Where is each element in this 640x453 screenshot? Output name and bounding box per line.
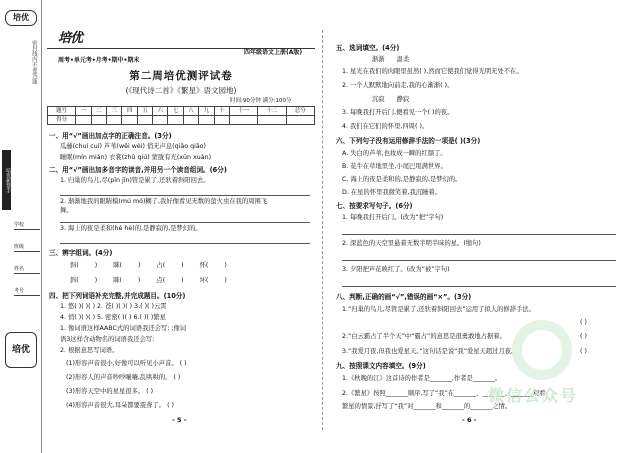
q4-row2[interactable]: 4. 悄( )( )( ) 5. 密密( )( ) 6.( )( )繁星: [60, 314, 166, 321]
q6-option-d[interactable]: D. 在星的怀里我微笑着,我沉睡着。: [342, 189, 442, 196]
score-header-cell: 二: [91, 107, 106, 116]
binding-sidebar: [0, 0, 42, 453]
watermark-text: 微信公众号: [488, 386, 579, 405]
answer-line[interactable]: [60, 243, 310, 244]
score-cell[interactable]: [168, 116, 183, 125]
time-score-info: 时间:90分钟 满分:100分: [230, 98, 292, 104]
q4-sub2-item4[interactable]: (4)形容声音很大,耳朵都要震聋了。 ( ): [66, 402, 174, 409]
score-cell[interactable]: [122, 116, 137, 125]
q2-item3[interactable]: 3. 海上的夜是柔和(hé hè)的,是静寂的,是梦幻的。: [60, 225, 202, 232]
q5-item4[interactable]: 4. 我们在它们的怀里,四周( )。: [342, 123, 429, 130]
exam-title: 第二周培优测评试卷: [129, 70, 233, 82]
score-cell[interactable]: [183, 116, 198, 125]
q8-answer-paren[interactable]: ( ): [580, 333, 587, 340]
q6-option-c[interactable]: C. 海上的夜是柔和的,是静寂的,是梦幻的。: [342, 176, 462, 183]
q6-title: 六、下列句子没有运用修辞手法的一项是( )(3分): [336, 137, 481, 145]
q8-item1: 1.“归巢的鸟儿,尽管是累了,还驮着斜阳回去”运用了拟人的修辞手法。: [342, 306, 535, 313]
score-header-row: [48, 107, 315, 116]
seal-line-note: 密封线内不要答题: [30, 40, 37, 84]
q5-item2[interactable]: 2. 一个人默默地向前走,我的心渐渐( )。: [342, 82, 454, 89]
score-cell[interactable]: [286, 116, 314, 125]
score-row: [48, 116, 315, 125]
q4-title: 四、把下列词语补充完整,并完成题目。(10分): [49, 292, 186, 300]
page-number-left: - 5 -: [172, 416, 187, 424]
q1-title: 一、用“√”画出加点字的正确注音。(3分): [49, 132, 172, 140]
q3-row2[interactable]: 斜( ) 眯( ) 点( ) 坏( ): [70, 277, 227, 284]
answer-line[interactable]: [342, 260, 616, 261]
q6-option-a[interactable]: A. 失白的芦苇,也妆成一瞬的红颜了。: [342, 150, 447, 157]
q3-title: 三、辨字组词。(4分): [49, 249, 113, 257]
q3-row1[interactable]: 斜( ) 眯( ) 占( ) 怀( ): [70, 262, 227, 269]
q7-item2: 2. 深蓝色的天空里悬着无数半明半昧的星。(缩句): [342, 240, 481, 247]
q2-item1[interactable]: 1. 归巢的鸟儿,尽(pīn jǐn)管是累了,还驮着斜阳回去。: [60, 177, 210, 184]
class-field[interactable]: 班级: [14, 244, 40, 252]
q8-title: 八、判断,正确的画“√”,错误的画“×”。(3分): [336, 293, 472, 301]
score-header-cell: 七: [168, 107, 183, 116]
book-label: 四年级语文上册(A版): [244, 49, 303, 56]
score-header-cell: 三: [107, 107, 122, 116]
watermark-circle: [512, 320, 572, 380]
score-header-cell: 六: [153, 107, 168, 116]
page-number-right: - 6 -: [462, 416, 477, 424]
score-header-cell: 总分: [286, 107, 314, 116]
school-field[interactable]: 学校: [14, 222, 40, 230]
q1-row1[interactable]: 瓜藤(chuí cuí) 芦苇(wěi wèi) 俏无声息(qiǎo qiāo): [60, 143, 206, 150]
q4-sub2-item2[interactable]: (2)形容人的声音吵吵嚷嚷,乱哄哄的。 ( ): [66, 374, 181, 381]
q5-item1[interactable]: 1. 星光在我们的肉眼里虽然( ),然而它使我们觉得光明无处不在。: [342, 68, 523, 75]
score-cell[interactable]: [76, 116, 91, 125]
page-divider: [322, 30, 323, 430]
q9-item2-cont[interactable]: 繁星的情景,抒写了“我”对_______和_______的_______之情。: [342, 403, 512, 410]
score-header-cell: 八: [183, 107, 198, 116]
score-header-cell: 题号: [48, 107, 76, 116]
q8-answer-paren[interactable]: ( ): [580, 348, 587, 355]
q5-title: 五、选词填空。(4分): [336, 44, 400, 52]
exam-type-tags: 周考•单元考•月考•期中•期末: [58, 57, 140, 64]
q4-note1[interactable]: 1. 像词语这样AABC式的词语我还会写: ;像词: [60, 325, 187, 332]
q8-item2: 2.“白云霸占了半个天”中“霸占”的意思是很勇敢地占据着。: [342, 333, 506, 340]
answer-line[interactable]: [60, 195, 310, 196]
score-header-cell: 十一: [229, 107, 257, 116]
score-header-cell: 十二: [258, 107, 286, 116]
sidebar-logo-bottom: 培优: [5, 332, 37, 368]
score-cell[interactable]: [91, 116, 106, 125]
q4-row1[interactable]: 1. 悠( )( )( ) 2. 苍( )( )( ) 3.( )( )云霄: [60, 303, 167, 310]
q9-title: 九、按照课文内容填空。(9分): [336, 362, 426, 370]
q9-item1[interactable]: 1.《秋晚的江》这首诗的作者是_______,作者是_______。: [342, 375, 502, 382]
q1-row2[interactable]: 睡眠(mín mián) 衣裳(zhū qiú) 蒙胧有光(xūn xuàn): [60, 154, 212, 161]
q7-item3: 3. 夕阳把芦花映红了。(改为“被”字句): [342, 266, 450, 273]
q6-option-b[interactable]: B. 花牛在草地里坐,小尾巴甩满世界。: [342, 163, 447, 170]
q5-options2: 沉寂 静寂: [372, 96, 410, 103]
score-header-cell: 四: [122, 107, 137, 116]
score-header-cell: 一: [76, 107, 91, 116]
score-cell[interactable]: [137, 116, 152, 125]
q2-item2[interactable]: 2. 渐渐地我的眼睛模(mú mó)糊了,我好像看见无数的萤火虫在我的周围飞: [60, 198, 268, 205]
q7-title: 七、按要求写句子。(6分): [336, 202, 413, 210]
q2-title: 二、用“√”画出加多音字的读音,并用另一个读音组词。(6分): [49, 166, 227, 174]
brand-logo: 培优: [58, 31, 83, 46]
score-header-cell: 九: [199, 107, 214, 116]
q4-note2[interactable]: 语3这样含动物名的词语我还会写:: [60, 336, 155, 343]
q4-sub2-title: 2. 根据意思写词语。: [60, 347, 119, 354]
name-field[interactable]: 姓名: [14, 266, 40, 274]
score-table: [47, 106, 315, 125]
q8-item3: 3.“我爱月夜,但我也爱星天。”这句话是说“我”爱星天超过月夜。: [342, 348, 518, 355]
score-header-cell: 十: [214, 107, 229, 116]
answer-line[interactable]: [342, 286, 616, 287]
score-cell[interactable]: [107, 116, 122, 125]
q9-item2[interactable]: 2.《繁星》按照_______顺序,写了“我”在_______、_______、_______观看: [342, 390, 546, 397]
score-cell[interactable]: [229, 116, 257, 125]
q5-options1: 渐渐 温柔: [372, 56, 410, 63]
exam-number-field[interactable]: 考号: [14, 288, 40, 296]
q4-sub2-item1[interactable]: (1)形容声音很小,好像可以听见小声音。 ( ): [66, 360, 187, 367]
score-row-label: 得分: [48, 116, 76, 125]
q5-item3[interactable]: 3. 每晚我打开后门,便看见一个( )的夜。: [342, 109, 454, 116]
answer-line[interactable]: [342, 234, 616, 235]
q8-answer-paren[interactable]: ( ): [580, 319, 587, 326]
score-cell[interactable]: [214, 116, 229, 125]
q4-sub2-item3[interactable]: (3)形容天空中的星星很多。 ( ): [66, 388, 154, 395]
score-cell[interactable]: [258, 116, 286, 125]
q2-item2-cont: 舞。: [60, 207, 73, 214]
score-cell[interactable]: [199, 116, 214, 125]
exam-subtitle: (《现代诗二首》《繁星》语文园地): [125, 86, 237, 95]
q7-item1: 1. 每晚我打开后门。(改为“把”字句): [342, 214, 444, 221]
answer-line[interactable]: [60, 222, 310, 223]
score-header-cell: 五: [137, 107, 152, 116]
sidebar-logo: 培优: [5, 10, 37, 26]
score-cell[interactable]: [153, 116, 168, 125]
sidebar-band: 培优新帮手: [2, 150, 11, 210]
